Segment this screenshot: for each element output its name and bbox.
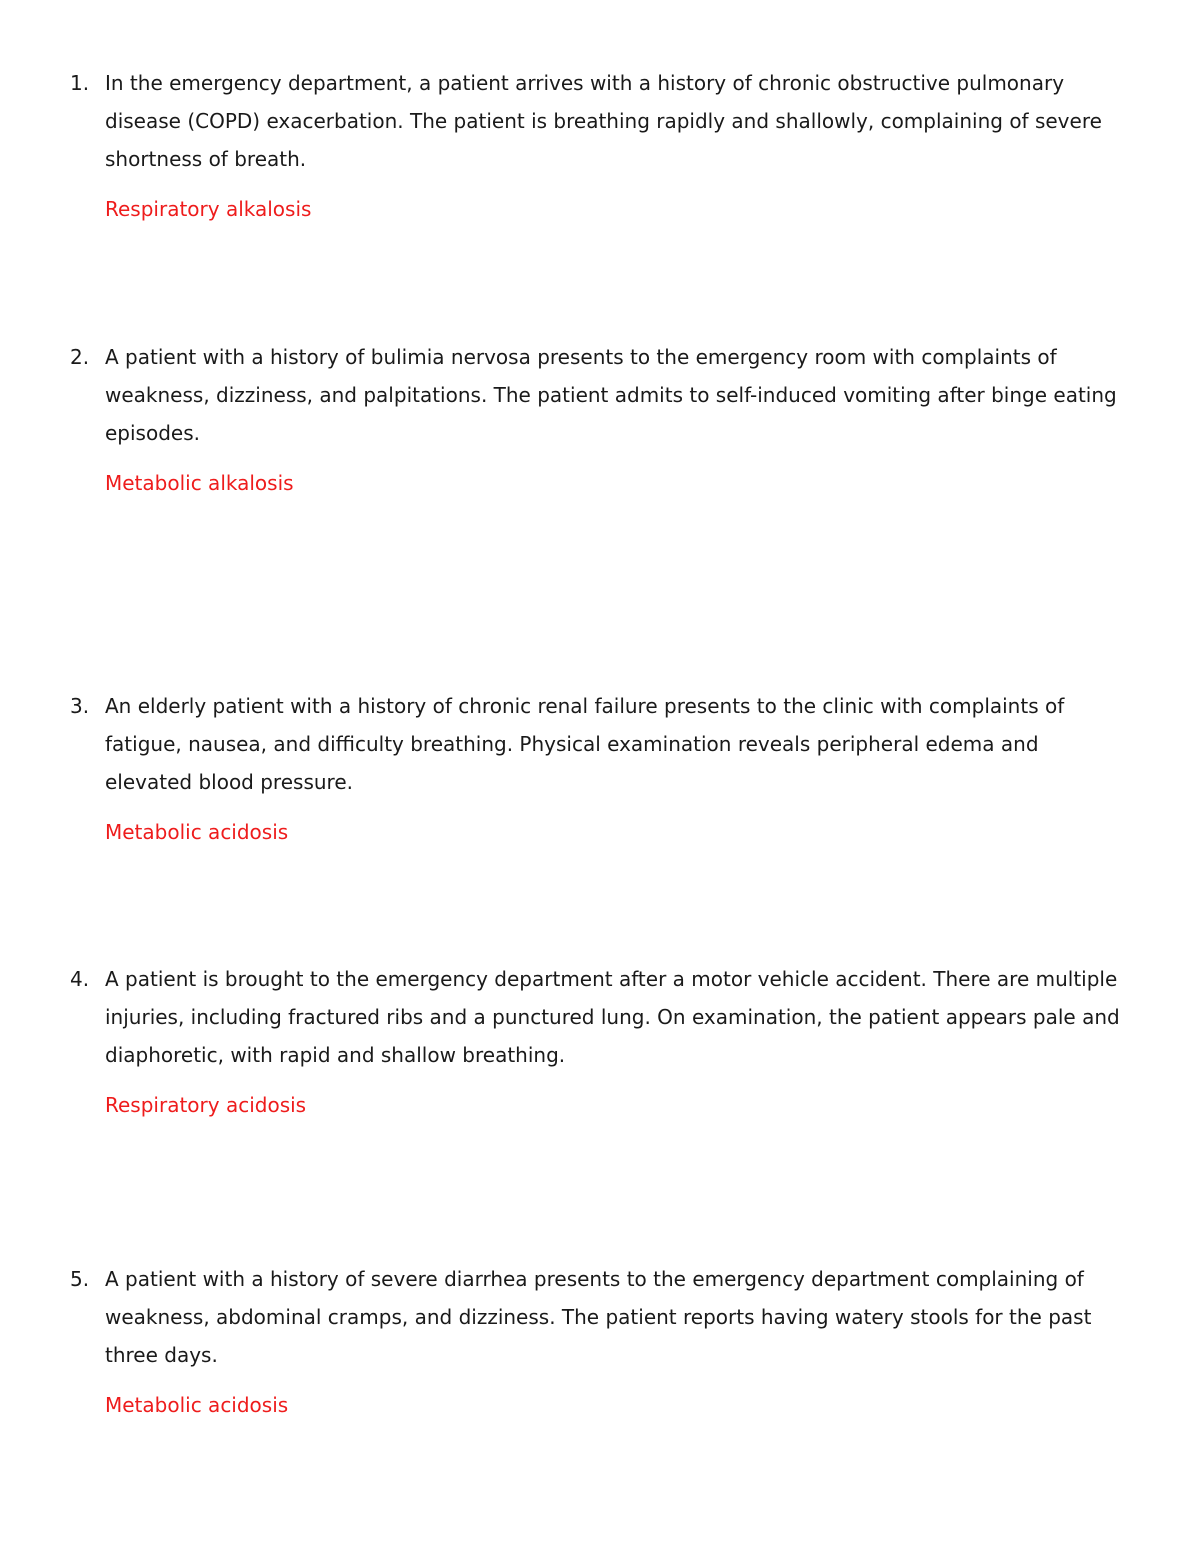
question-answer: Respiratory acidosis bbox=[105, 1093, 307, 1117]
question-text: A patient is brought to the emergency department after a motor vehicle accident. There are multiple injuries, including fractured ribs and a punctured lung. On examination, the patient appears pale and diaphoretic, with rapid and shallow breathing. bbox=[105, 967, 1120, 1067]
question-text: A patient with a history of severe diarrhea presents to the emergency department complaining of weakness, abdominal cramps, and dizziness. The patient reports having watery stools for the past three days. bbox=[105, 1267, 1092, 1367]
question-text: A patient with a history of bulimia nervosa presents to the emergency room with complaints of weakness, dizziness, and palpitations. The patient admits to self-induced vomiting after binge eating episodes. bbox=[105, 345, 1117, 445]
question-number: 4. bbox=[70, 967, 90, 991]
question-text: In the emergency department, a patient arrives with a history of chronic obstructive pulmonary disease (COPD) exacerbation. The patient is breathing rapidly and shallowly, complaining of severe shortness of breath. bbox=[105, 71, 1102, 171]
question-number: 2. bbox=[70, 345, 90, 369]
question-answer: Respiratory alkalosis bbox=[105, 197, 312, 221]
question-number: 3. bbox=[70, 694, 90, 718]
question-answer: Metabolic alkalosis bbox=[105, 471, 294, 495]
question-answer: Metabolic acidosis bbox=[105, 1393, 289, 1417]
question-number: 5. bbox=[70, 1267, 90, 1291]
question-text: An elderly patient with a history of chronic renal failure presents to the clinic with complaints of fatigue, nausea, and difficulty breathing. Physical examination reveals peripheral edema and elevated blood pressure. bbox=[105, 694, 1065, 794]
question-number: 1. bbox=[70, 71, 90, 95]
question-answer: Metabolic acidosis bbox=[105, 820, 289, 844]
